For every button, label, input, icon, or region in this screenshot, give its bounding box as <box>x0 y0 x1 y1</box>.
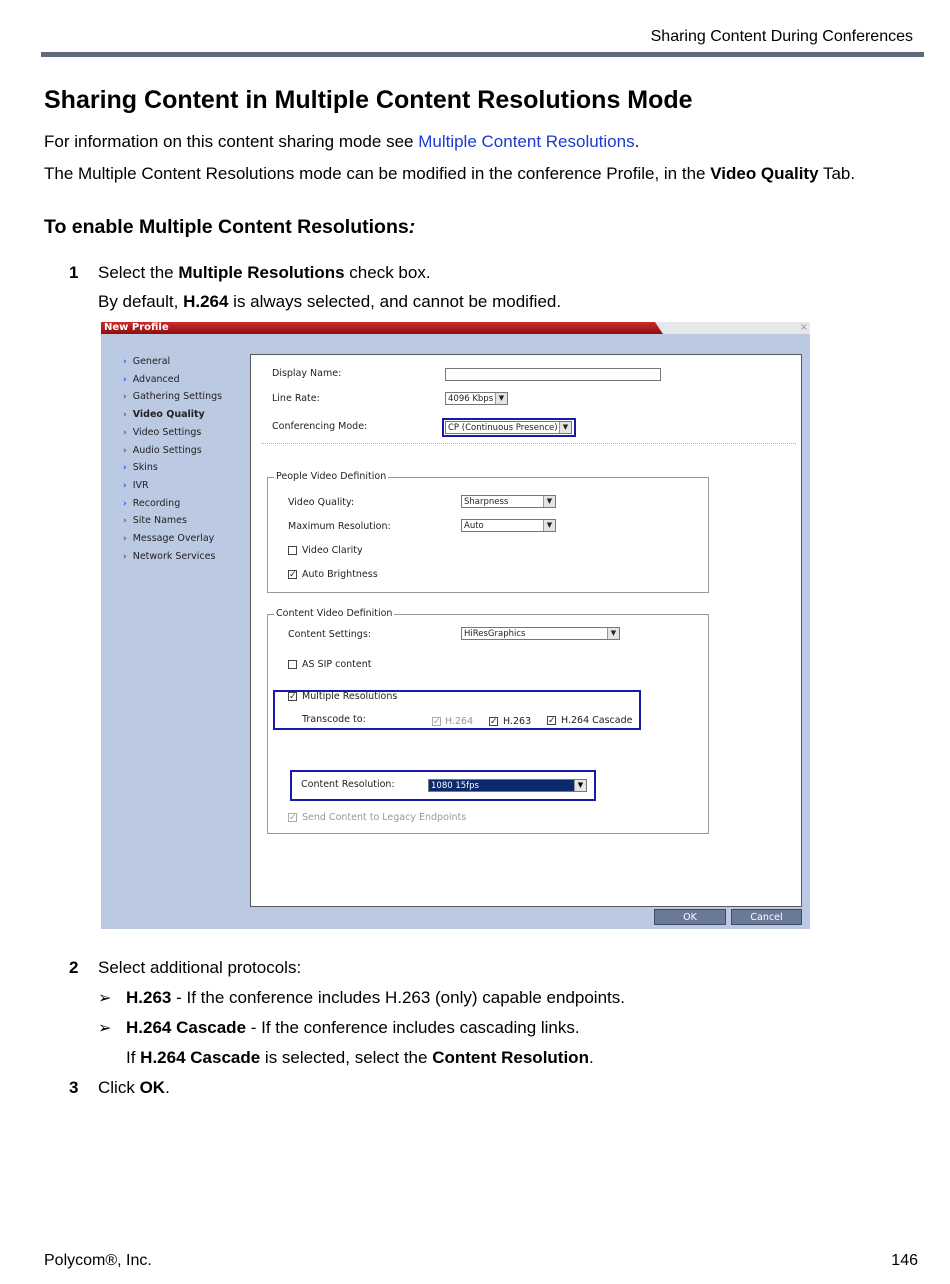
video-quality-label: Video Quality: <box>288 497 355 508</box>
nav-item-video-settings[interactable] <box>123 427 201 443</box>
nav-item-skins[interactable] <box>123 462 158 478</box>
content-settings-select[interactable] <box>461 627 620 640</box>
ok-button[interactable]: OK <box>654 909 726 925</box>
bullet-arrow-icon: ➢ <box>98 990 112 1007</box>
conferencing-mode-label: Conferencing Mode: <box>272 421 368 432</box>
nav-item-label: Network Services <box>132 551 216 562</box>
chevron-right-icon: › <box>123 446 127 456</box>
dialog-title: New Profile <box>104 322 169 333</box>
video-quality-value: Sharpness <box>464 497 509 507</box>
nav-item-ivr[interactable] <box>123 480 149 496</box>
auto-brightness-label: Auto Brightness <box>302 569 378 580</box>
conferencing-mode-value: CP (Continuous Presence) <box>448 423 558 433</box>
line-rate-label: Line Rate: <box>272 393 320 404</box>
nav-item-label: Message Overlay <box>132 533 215 544</box>
bullet-h264-cascade-note <box>126 1048 594 1068</box>
note-pre: If <box>126 1048 141 1067</box>
nav-item-label: Video Settings <box>132 427 202 438</box>
h264-checkbox: ✓ <box>433 717 441 727</box>
content-resolution-select[interactable] <box>428 779 587 792</box>
intro-suffix: . <box>634 132 640 151</box>
nav-item-label: Recording <box>132 498 181 509</box>
nav-item-audio-settings[interactable] <box>123 445 202 461</box>
nav-item-label: IVR <box>132 480 149 491</box>
content-video-legend: Content Video Definition <box>276 608 393 619</box>
chevron-down-icon: ▼ <box>543 496 555 507</box>
multiple-resolutions-label: Multiple Resolutions <box>302 691 398 702</box>
page-number: 146 <box>891 1252 918 1269</box>
chevron-right-icon: › <box>123 534 127 544</box>
as-sip-content-checkbox[interactable] <box>288 660 297 669</box>
cancel-button[interactable]: Cancel <box>731 909 802 925</box>
nav-item-video-quality[interactable] <box>123 409 205 425</box>
running-header: Sharing Content During Conferences <box>650 28 913 45</box>
separator <box>261 443 796 444</box>
chevron-down-icon: ▼ <box>495 393 507 404</box>
h263-checkbox[interactable]: ✓ <box>490 717 498 727</box>
h264-cascade-checkbox[interactable]: ✓ <box>548 716 556 726</box>
nav-item-gathering-settings[interactable] <box>123 391 222 407</box>
step-3-post: . <box>165 1078 170 1097</box>
people-video-legend: People Video Definition <box>276 471 387 482</box>
video-clarity-label: Video Clarity <box>302 545 363 556</box>
maximum-resolution-value: Auto <box>464 521 484 531</box>
bullet-h263 <box>126 988 625 1008</box>
step-3-number: 3 <box>69 1078 79 1097</box>
step-1-note-post: is always selected, and cannot be modified. <box>228 292 562 311</box>
dialog-title-bar <box>101 322 810 334</box>
nav-item-recording[interactable] <box>123 498 180 514</box>
as-sip-content-label: AS SIP content <box>302 659 372 670</box>
chevron-right-icon: › <box>123 463 127 473</box>
maximum-resolution-select[interactable] <box>461 519 556 532</box>
legacy-endpoints-label: Send Content to Legacy Endpoints <box>302 812 467 823</box>
step-1-bold: Multiple Resolutions <box>178 263 345 282</box>
note-mid: is selected, select the <box>260 1048 433 1067</box>
close-icon[interactable]: × <box>799 322 808 333</box>
nav-item-label: Advanced <box>132 374 180 385</box>
note-bold-2: Content Resolution <box>432 1048 589 1067</box>
bullet-h264-cascade <box>126 1018 580 1038</box>
modify-paragraph <box>44 164 855 184</box>
bullet-arrow-icon: ➢ <box>98 1020 112 1037</box>
h263-label: H.263 <box>503 716 532 727</box>
chevron-right-icon: › <box>123 357 127 367</box>
transcode-to-label: Transcode to: <box>302 714 366 725</box>
nav-item-site-names[interactable] <box>123 515 187 531</box>
nav-item-general[interactable] <box>123 356 170 372</box>
bullet-h263-text: - If the conference includes H.263 (only) capable endpoints. <box>171 988 625 1007</box>
chevron-right-icon: › <box>123 552 127 562</box>
video-clarity-checkbox[interactable] <box>288 546 297 555</box>
multiple-content-resolutions-link[interactable]: Multiple Content Resolutions <box>418 132 635 151</box>
content-settings-label: Content Settings: <box>288 629 371 640</box>
step-3-pre: Click <box>98 1078 140 1097</box>
chevron-down-icon: ▼ <box>543 520 555 531</box>
legacy-endpoints-checkbox: ✓ <box>289 813 297 823</box>
intro-text: For information on this content sharing mode see <box>44 132 419 151</box>
chevron-down-icon: ▼ <box>574 780 586 791</box>
nav-item-label: Site Names <box>132 515 187 526</box>
title-bar-tab <box>649 322 810 334</box>
step-2-number: 2 <box>69 958 79 977</box>
step-1-pre: Select the <box>98 263 179 282</box>
step-3-bold: OK <box>139 1078 166 1097</box>
procedure-title <box>44 216 415 239</box>
nav-item-label: Audio Settings <box>132 445 202 456</box>
new-profile-dialog <box>101 322 810 929</box>
video-quality-term: Video Quality <box>710 164 819 183</box>
nav-item-label: Gathering Settings <box>132 391 223 402</box>
h264-cascade-label: H.264 Cascade <box>561 715 633 726</box>
note-post: . <box>588 1048 594 1067</box>
step-2-text: Select additional protocols: <box>98 958 302 977</box>
content-settings-value: HiResGraphics <box>464 629 526 639</box>
nav-item-label: General <box>132 356 171 367</box>
step-1-text <box>98 263 431 283</box>
nav-item-advanced[interactable] <box>123 374 180 390</box>
bullet-h264-cascade-text: - If the conference includes cascading links. <box>246 1018 580 1037</box>
step-1-note-pre: By default, <box>98 292 184 311</box>
step-1-post: check box. <box>344 263 431 282</box>
line-rate-select[interactable] <box>445 392 508 405</box>
video-quality-select[interactable] <box>461 495 556 508</box>
chevron-right-icon: › <box>123 375 127 385</box>
footer-company: Polycom®, Inc. <box>44 1252 152 1269</box>
note-bold-1: H.264 Cascade <box>140 1048 261 1067</box>
bullet-h264-cascade-bold: H.264 Cascade <box>126 1018 247 1037</box>
procedure-title-text: To enable Multiple Content Resolutions <box>44 216 409 238</box>
chevron-right-icon: › <box>123 516 127 526</box>
line-rate-value: 4096 Kbps <box>448 394 494 404</box>
chevron-right-icon: › <box>123 499 127 509</box>
nav-item-label: Skins <box>132 462 158 473</box>
chevron-right-icon: › <box>123 481 127 491</box>
modify-text: The Multiple Content Resolutions mode can be modified in the conference Profile, in the <box>44 164 711 183</box>
section-title: Sharing Content in Multiple Content Resolutions Mode <box>44 86 693 114</box>
maximum-resolution-label: Maximum Resolution: <box>288 521 391 532</box>
chevron-right-icon: › <box>123 410 127 420</box>
display-name-label: Display Name: <box>272 368 342 379</box>
content-resolution-value: 1080 15fps <box>431 781 479 791</box>
multiple-resolutions-checkbox[interactable]: ✓ <box>289 692 297 702</box>
chevron-down-icon: ▼ <box>607 628 619 639</box>
display-name-input[interactable] <box>445 368 661 381</box>
chevron-down-icon: ▼ <box>559 422 571 433</box>
modify-suffix: Tab. <box>818 164 856 183</box>
bullet-h263-bold: H.263 <box>126 988 172 1007</box>
chevron-right-icon: › <box>123 428 127 438</box>
conferencing-mode-select[interactable] <box>445 421 572 434</box>
chevron-right-icon: › <box>123 392 127 402</box>
step-1-number: 1 <box>69 263 79 282</box>
nav-item-label: Video Quality <box>132 409 205 420</box>
procedure-title-colon: : <box>408 216 416 238</box>
step-1-note-bold: H.264 <box>183 292 229 311</box>
content-resolution-label: Content Resolution: <box>301 779 395 790</box>
header-rule <box>41 52 924 57</box>
intro-paragraph <box>44 132 639 152</box>
step-1-note <box>98 292 561 312</box>
nav-item-message-overlay[interactable] <box>123 533 214 549</box>
h264-label: H.264 <box>445 716 474 727</box>
content-video-group <box>267 608 709 834</box>
nav-item-network-services[interactable] <box>123 551 215 567</box>
auto-brightness-checkbox[interactable]: ✓ <box>289 570 297 580</box>
step-3-text <box>98 1078 170 1098</box>
video-quality-panel <box>250 354 802 907</box>
people-video-group <box>267 471 709 593</box>
